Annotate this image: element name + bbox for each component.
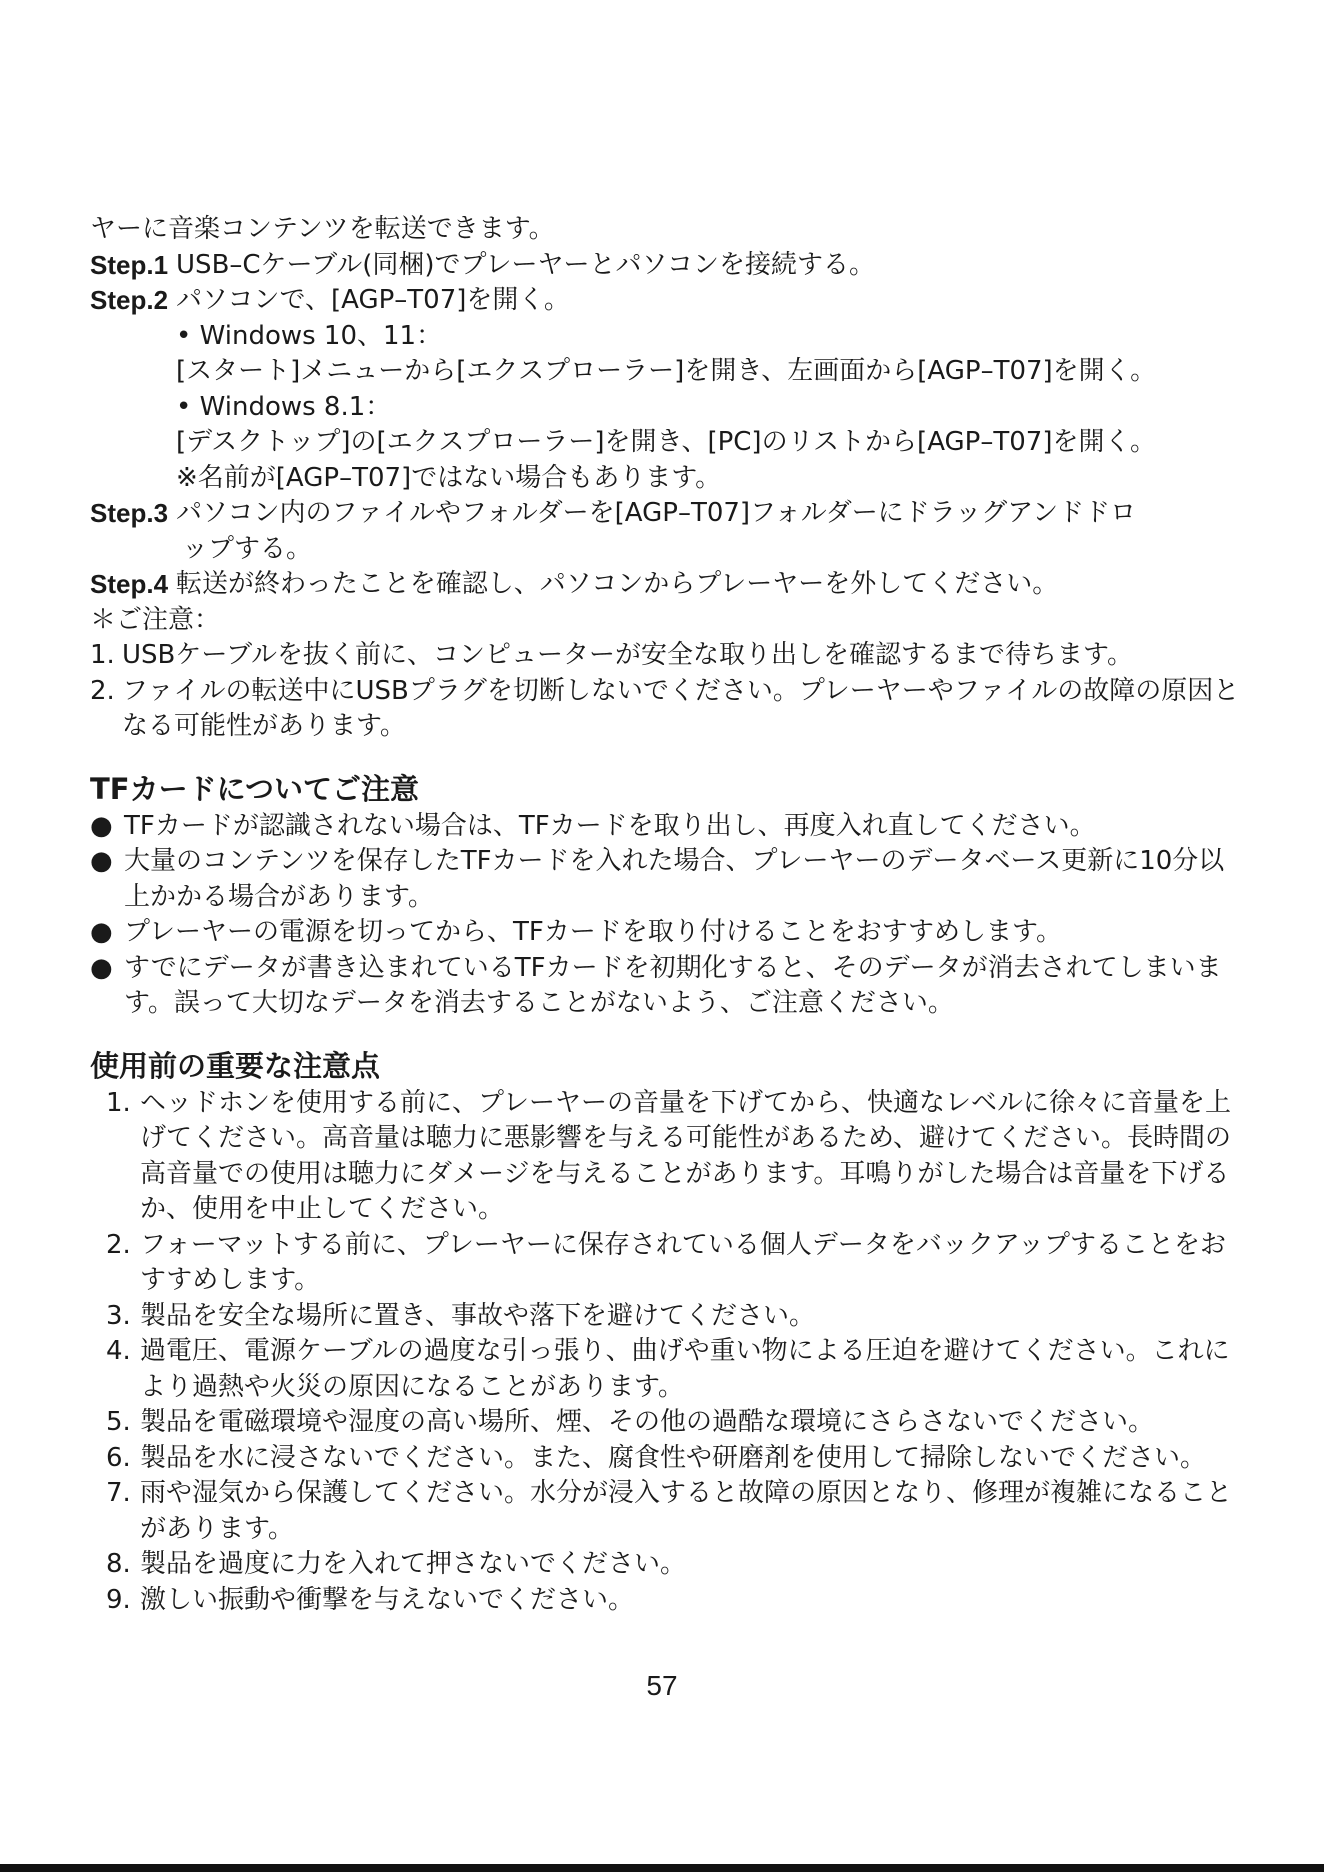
item-number: 1. [106, 1087, 131, 1118]
bullet-icon: ● [90, 810, 113, 841]
tf-section-title: TFカードについてご注意 [90, 771, 420, 806]
tf-bullet-list [90, 809, 1250, 1022]
step-3-label: Step.3 [90, 498, 169, 528]
caution-item [90, 674, 1250, 745]
item-text: ヘッドホンを使用する前に、プレーヤーの音量を下げてから、快適なレベルに徐々に音量を上げてください。高音量は聴力に悪影響を与える可能性があるため、避けてください。長時間の高音量での使用は聴力にダメージを与えることがあります。耳鳴りがした場合は音量を下げるか、使用を中止してください。 [140, 1087, 1231, 1224]
list-item [90, 1299, 1250, 1335]
item-number: 6. [106, 1442, 131, 1473]
list-item [90, 844, 1250, 915]
list-item [90, 1441, 1250, 1477]
tf-item-text: すでにデータが書き込まれているTFカードを初期化すると、そのデータが消去されてしまいます。誤って大切なデータを消去することがないよう、ご注意ください。 [124, 952, 1222, 1018]
caution-text: USBケーブルを抜く前に、コンピューターが安全な取り出しを確認するまで待ちます。 [122, 640, 1133, 670]
name-note: ※名前が[AGP–T07]ではない場合もあります。 [176, 462, 722, 493]
list-item [90, 1228, 1250, 1299]
list-item [90, 951, 1250, 1022]
list-item [90, 1334, 1250, 1405]
item-number: 4. [106, 1336, 131, 1366]
step-1 [90, 248, 1250, 284]
caution-number: 1. [90, 640, 115, 670]
item-number: 8. [106, 1549, 131, 1579]
bottom-edge-bar [0, 1864, 1324, 1872]
list-item [90, 915, 1250, 951]
item-text: 製品を電磁環境や湿度の高い場所、煙、その他の過酷な環境にさらさないでください。 [140, 1407, 1155, 1437]
win10-text: [スタート]メニューから[エクスプローラー]を開き、左画面から[AGP–T07]を開く。 [176, 356, 1157, 386]
caution-item [90, 638, 1250, 674]
tf-item-text: TFカードが認識されない場合は、TFカードを取り出し、再度入れ直してください。 [124, 810, 1096, 841]
win81-text: [デスクトップ]の[エクスプローラー]を開き、[PC]のリストから[AGP–T07]を開く。 [176, 427, 1156, 457]
step-1-text: USB–Cケーブル(同梱)でプレーヤーとパソコンを接続する。 [176, 249, 875, 280]
important-section-title: 使用前の重要な注意点 [90, 1048, 381, 1083]
step-2-label: Step.2 [90, 285, 169, 315]
item-text: 過電圧、電源ケーブルの過度な引っ張り、曲げや重い物による圧迫を避けてください。これにより過熱や火災の原因になることがあります。 [140, 1336, 1230, 1402]
item-text: 激しい振動や衝撃を与えないでください。 [140, 1584, 635, 1615]
caution-label: ＊ご注意： [90, 604, 221, 635]
list-item [90, 1583, 1250, 1619]
bullet-icon: ● [90, 917, 113, 947]
step-2 [90, 283, 1250, 319]
caution-number: 2. [90, 675, 115, 706]
win81-label: • Windows 8.1： [176, 391, 392, 422]
step-3-text-line2: ップする。 [182, 533, 313, 564]
page-number: 57 [646, 1670, 678, 1701]
caution-list [90, 638, 1250, 745]
item-number: 9. [106, 1584, 131, 1615]
list-item [90, 1086, 1250, 1228]
item-text: 製品を過度に力を入れて押さないでください。 [140, 1549, 687, 1579]
item-number: 7. [106, 1478, 131, 1508]
step-2-text: パソコンで、[AGP–T07]を開く。 [176, 285, 570, 315]
item-number: 2. [106, 1229, 131, 1260]
tf-item-text: プレーヤーの電源を切ってから、TFカードを取り付けることをおすすめします。 [124, 917, 1062, 947]
item-text: フォーマットする前に、プレーヤーに保存されている個人データをバックアップすることをおすすめします。 [140, 1229, 1227, 1295]
bullet-icon: ● [90, 846, 113, 876]
list-item [90, 809, 1250, 845]
step-3-text-line1: パソコン内のファイルやフォルダーを[AGP–T07]フォルダーにドラッグアンドドロ [176, 498, 1137, 528]
list-item [90, 1547, 1250, 1583]
win10-label: • Windows 10、11： [176, 320, 443, 351]
item-number: 3. [106, 1300, 131, 1331]
manual-page [90, 212, 1250, 1618]
step-3 [90, 496, 1250, 532]
item-text: 雨や湿気から保護してください。水分が浸入すると故障の原因となり、修理が複雑になることがあります。 [140, 1478, 1233, 1544]
bullet-icon: ● [90, 952, 113, 983]
caution-text: ファイルの転送中にUSBプラグを切断しないでください。プレーヤーやファイルの故障の原因となる可能性があります。 [122, 675, 1240, 741]
important-list [90, 1086, 1250, 1619]
intro-text: ヤーに音楽コンテンツを転送できます。 [90, 214, 555, 244]
list-item [90, 1405, 1250, 1441]
item-number: 5. [106, 1407, 131, 1437]
step-4-label: Step.4 [90, 569, 169, 599]
tf-item-text: 大量のコンテンツを保存したTFカードを入れた場合、プレーヤーのデータベース更新に10分以上かかる場合があります。 [124, 846, 1225, 912]
step-4 [90, 567, 1250, 603]
step-4-text: 転送が終わったことを確認し、パソコンからプレーヤーを外してください。 [176, 569, 1059, 599]
item-text: 製品を水に浸さないでください。また、腐食性や研磨剤を使用して掃除しないでください。 [140, 1442, 1207, 1473]
list-item [90, 1476, 1250, 1547]
item-text: 製品を安全な場所に置き、事故や落下を避けてください。 [140, 1300, 815, 1331]
step-1-label: Step.1 [90, 249, 169, 280]
